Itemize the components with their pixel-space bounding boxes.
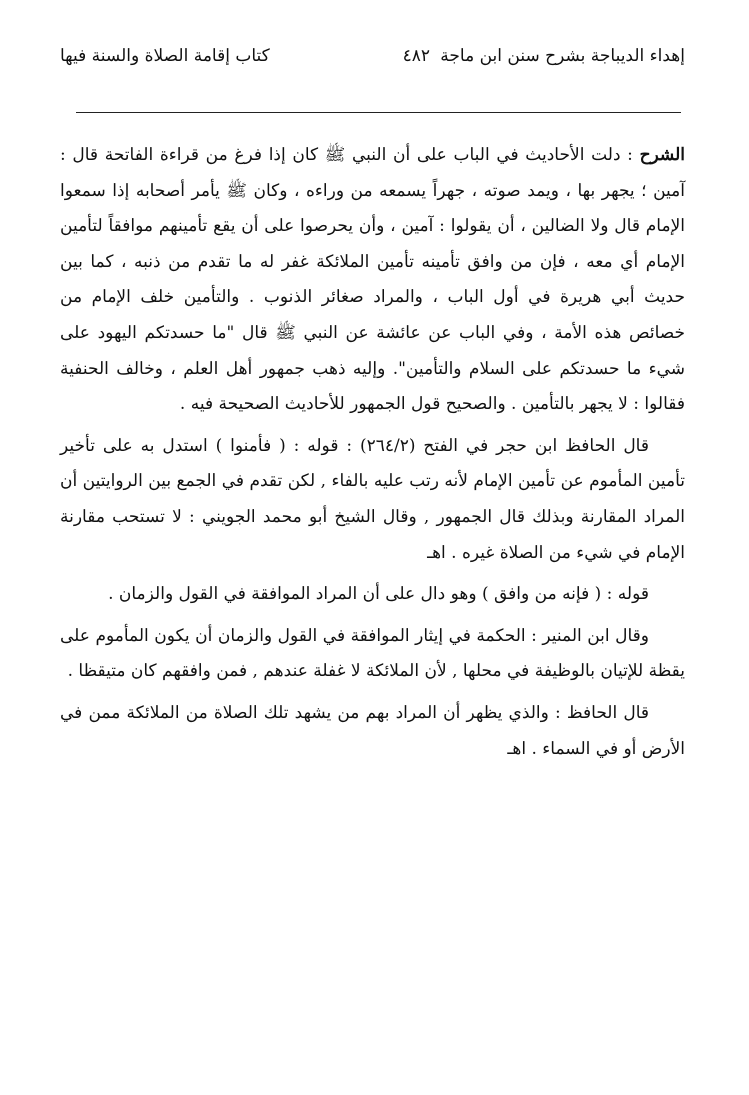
commentary-lead-word: الشرح [639, 145, 685, 165]
running-header [60, 40, 685, 80]
commentary-body [60, 138, 685, 773]
header-chapter-title: كتاب إقامة الصلاة والسنة فيها [60, 46, 270, 66]
quote-paragraph [60, 619, 685, 690]
paragraph-text: وقال ابن المنير : الحكمة في إيثار الموافقة في القول والزمان أن يكون المأموم على يقظة للإتيان بالوظيفة في محلها , لأن الملائكة لا غفلة عندهم , فمن وافقهم كان متيقظا . [60, 625, 685, 682]
quote-paragraph [60, 696, 685, 767]
header-page-number: ٤٨٢ [402, 46, 430, 66]
quote-paragraph [60, 577, 685, 613]
paragraph-text: : دلت الأحاديث في الباب على أن النبي ﷺ كان إذا فرغ من قراءة الفاتحة قال : آمين ؛ يجهر بها ، ويمد صوته ، جهراً يسمعه من وراءه ، وكان ﷺ يأمر أصحابه إذا سمعوا الإمام قال ولا الضالين ، أن يقولوا : آمين ، وأن يحرصوا على أن يقع تأمينهم موافقاً لتأمين الإمام أي معه ، فإن من وافق تأمينه تأمين الملائكة غفر له ما تقدم من ذنبه ، كما بين حديث أبي هريرة في أول الباب ، والمراد صغائر الذنوب . والتأمين خلف الإمام من خصائص هذه الأمة ، وفي الباب عن عائشة عن النبي ﷺ قال "ما حسدتكم اليهود على شيء ما حسدتكم على السلام والتأمين". وإليه ذهب جمهور أهل العلم ، وخالف الحنفية فقالوا : لا يجهر بالتأمين . والصحيح قول الجمهور للأحاديث الصحيحة فيه . [60, 145, 685, 415]
header-rule [76, 112, 681, 113]
commentary-paragraph [60, 138, 685, 423]
paragraph-text: قال الحافظ ابن حجر في الفتح (٢٦٤/٢) : قوله : ( فأمنوا ) استدل به على تأخير تأمين المأموم عن تأمين الإمام لأنه رتب عليه بالفاء , لكن تقدم في الجمع بين الروايتين أن المراد المقارنة وبذلك قال الجمهور , وقال الشيخ أبو محمد الجويني : لا تستحب مقارنة الإمام في شيء من الصلاة غيره . اهـ [60, 435, 685, 563]
paragraph-text: قال الحافظ : والذي يظهر أن المراد بهم من يشهد تلك الصلاة من الملائكة ممن في الأرض أو في السماء . اهـ [60, 702, 685, 759]
quote-paragraph [60, 429, 685, 571]
paragraph-text: قوله : ( فإنه من وافق ) وهو دال على أن المراد الموافقة في القول والزمان . [108, 584, 649, 605]
header-book-title: إهداء الديباجة بشرح سنن ابن ماجة [440, 46, 685, 66]
